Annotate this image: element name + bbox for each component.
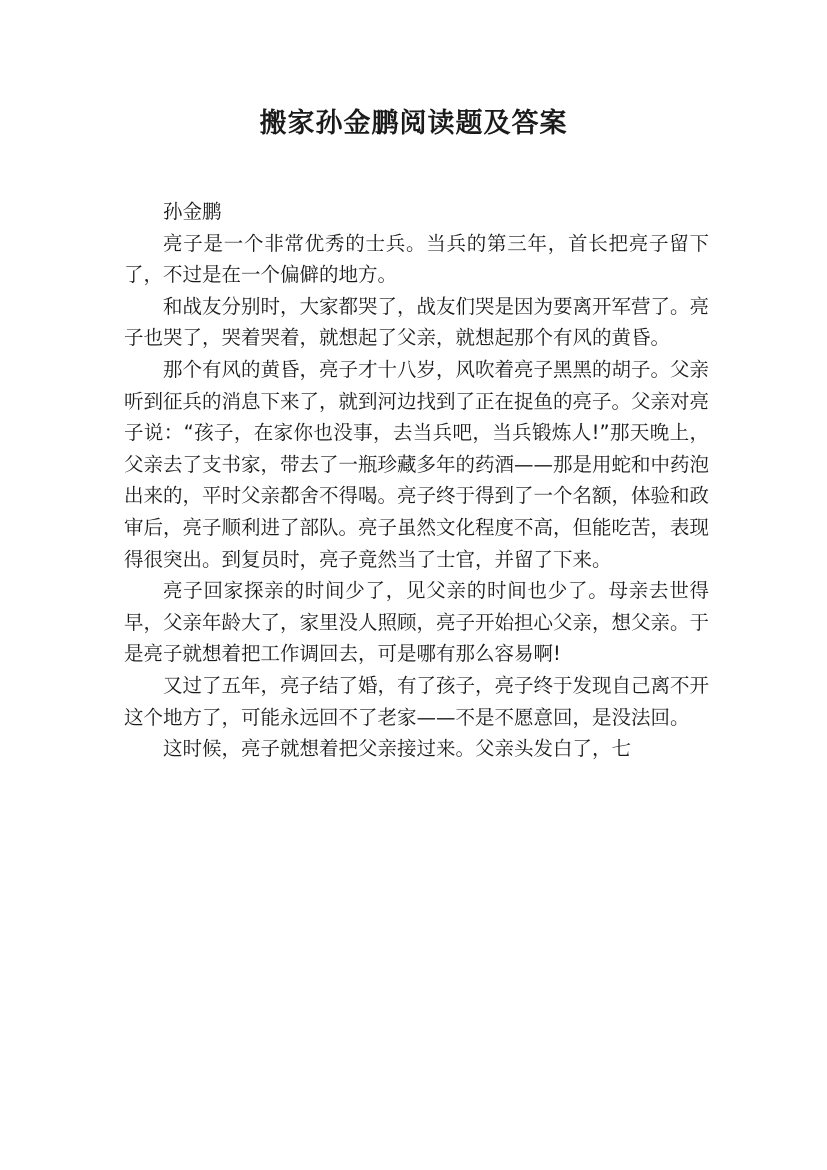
author-line: 孙金鹏 (163, 200, 222, 223)
paragraph-5: 又过了五年，亮子结了婚，有了孩子，亮子终于发现自己离不开这个地方了，可能永远回不了老家——不是不愿意回，是没法回。 (124, 673, 710, 729)
article-body (124, 196, 709, 765)
paragraph-6: 这时候，亮子就想着把父亲接过来。父亲头发白了，七 (163, 737, 632, 761)
paragraph-4: 亮子回家探亲的时间少了，见父亲的时间也少了。母亲去世得早，父亲年龄大了，家里没人照顾，亮子开始担心父亲，想父亲。于是亮子就想着把工作调回去，可是哪有那么容易啊! (124, 579, 710, 666)
paragraph-2: 和战友分别时，大家都哭了，战友们哭是因为要离开军营了。亮子也哭了，哭着哭着，就想起了父亲，就想起那个有风的黄昏。 (124, 294, 710, 350)
document-title: 搬家孙金鹏阅读题及答案 (259, 108, 568, 139)
paragraph-3: 那个有风的黄昏，亮子才十八岁，风吹着亮子黑黑的胡子。父亲听到征兵的消息下来了，就到河边找到了正在捉鱼的亮子。父亲对亮子说：“孩子，在家你也没事，去当兵吧，当兵锻炼人!”那天晚上，父亲去了支书家，带去了一瓶珍藏多年的药酒——那是用蛇和中药泡出来的，平时父亲都舍不得喝。亮子终于得到了一个名额，体验和政审后，亮子顺利进了部队。亮子虽然文化程度不高，但能吃苦，表现得很突出。到复员时，亮子竟然当了士官，并留了下来。 (124, 357, 710, 571)
paragraph-1: 亮子是一个非常优秀的士兵。当兵的第三年，首长把亮子留下了，不过是在一个偏僻的地方。 (124, 231, 709, 287)
